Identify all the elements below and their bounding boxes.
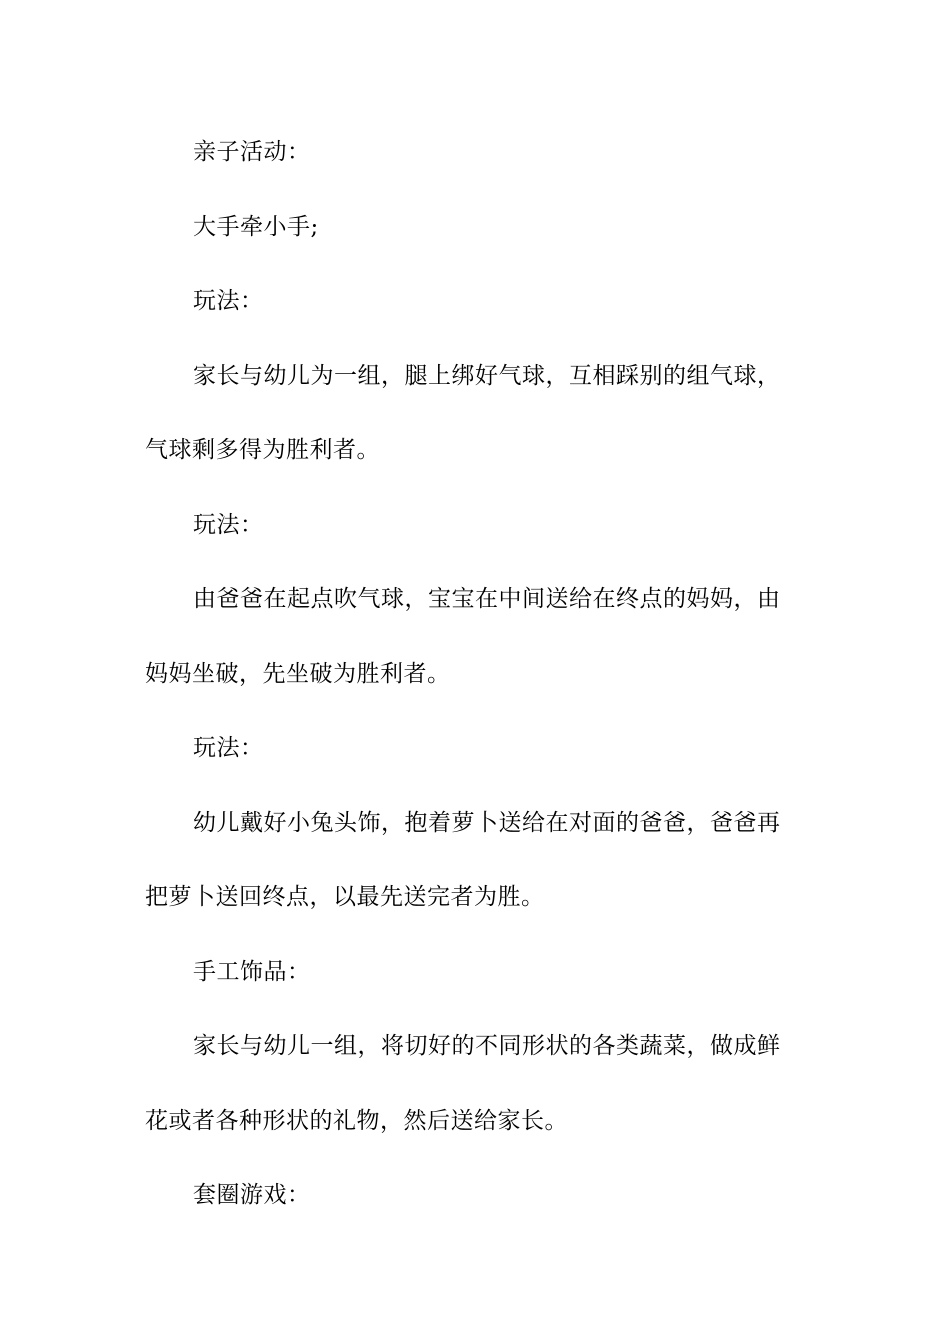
text-line: 亲子活动：: [193, 139, 311, 165]
text-line: 手工饰品：: [193, 958, 311, 985]
text-line: 气球剩多得为胜利者。: [145, 437, 380, 463]
text-line: 玩法：: [193, 511, 264, 538]
text-line: 大手牵小手;: [193, 213, 319, 240]
text-line: 妈妈坐破，先坐破为胜利者。: [145, 660, 451, 687]
text-line: 玩法：: [193, 288, 264, 314]
text-line: 玩法：: [193, 735, 264, 761]
text-line: 花或者各种形状的礼物，然后送给家长。: [145, 1107, 568, 1134]
text-line: 家长与幼儿一组，将切好的不同形状的各类蔬菜，做成鲜: [193, 1033, 781, 1059]
text-line: 把萝卜送回终点，以最先送完者为胜。: [145, 884, 545, 910]
text-line: 由爸爸在起点吹气球，宝宝在中间送给在终点的妈妈，由: [193, 586, 781, 612]
text-line: 套圈游戏：: [193, 1182, 311, 1208]
document-body: [145, 130, 805, 1248]
text-line: 幼儿戴好小兔头饰，抱着萝卜送给在对面的爸爸，爸爸再: [193, 809, 781, 836]
text-line: 家长与幼儿为一组，腿上绑好气球，互相踩别的组气球，: [193, 362, 781, 389]
